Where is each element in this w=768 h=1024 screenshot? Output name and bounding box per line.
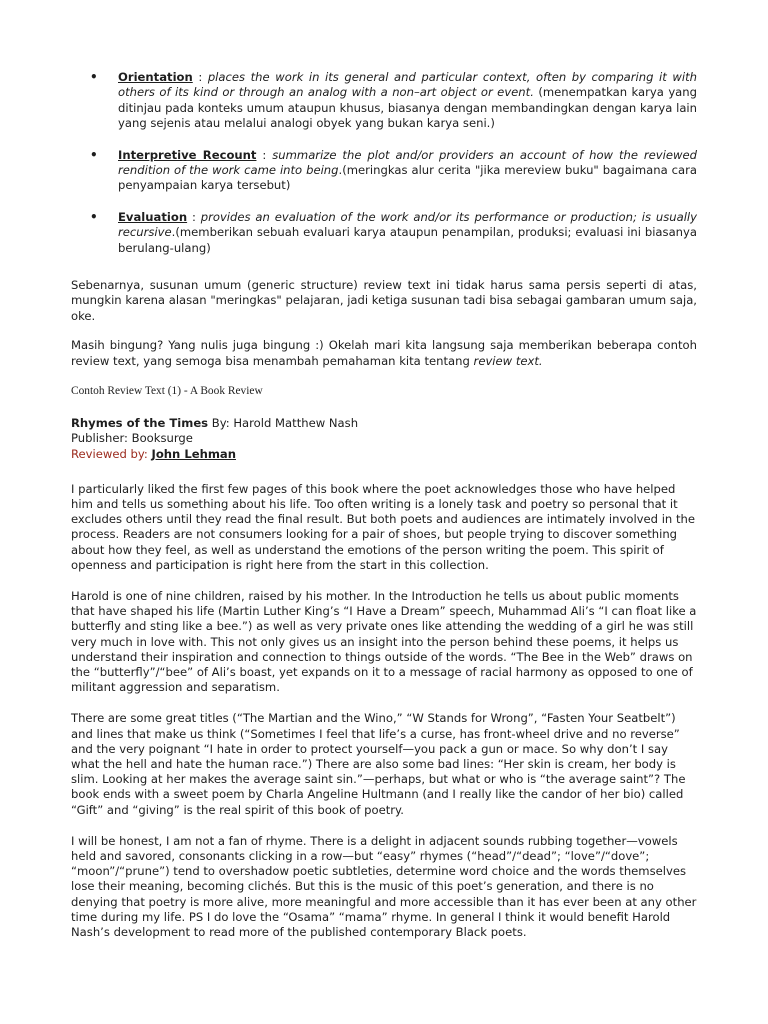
publisher-line: Publisher: Booksurge [71, 431, 193, 446]
translation-orientation: (menempatkan karya yang ditinjau pada konteks umum ataupun khusus, biasanya dengan membandingkan dengan karya lain yang sejenis atau melalui analogi obyek yang bukan karya seni.) [118, 85, 697, 131]
book-author: Harold Matthew Nash [233, 416, 359, 431]
reviewed-by-line [71, 447, 697, 462]
review-paragraph: I will be honest, I am not a fan of rhyme. There is a delight in adjacent sounds rubbing together—vowels held and savored, consonants clicking in a row—but “easy” rhymes (“head”/“dead”; “love”/“dove”; “moon”/“prune”) tend to overshadow poetic subtleties, determine word choice and the words themselves lose their meaning, becoming clichés. But this is the music of this poet’s generation, and there is no denying that poetry is more alive, more meaningful and more accessible than it has ever been at any other time during my life. PS I do love the “Osama” “mama” rhyme. In general I think it would benefit Harold Nash’s development to read more of the published contemporary Black poets. [71, 833, 697, 939]
translation-interpretive-recount: .(meringkas alur cerita "jika mereview buku" bagaimana cara penyampaian karya tersebut) [118, 163, 697, 193]
review-paragraph: I particularly liked the first few pages of this book where the poet acknowledges those who have helped him and tells us something about his life. Too often writing is a lonely task and poetry so personal that it excludes others until they read the final result. But both poets and audiences are intimately involved in the process. Readers are not consumers looking for a pair of shoes, but people trying to discover something about how they feel, as well as understand the emotions of the person writing the poem. This spirit of openness and participation is right here from the start in this collection. [71, 481, 695, 572]
bullet-icon: • [90, 209, 98, 224]
confused-paragraph [71, 338, 697, 369]
bullet-icon: • [90, 147, 98, 162]
bullet-icon: • [90, 70, 98, 84]
review-paragraph: Harold is one of nine children, raised by his mother. In the Introduction he tells us about public moments that have shaped his life (Martin Luther King’s “I Have a Dream” speech, Muhammad Ali’s “I can float like a butterfly and sting like a bee.”) as well as very private ones like attending the wedding of a girl he was still very much in love with. This not only gives us an insight into the person behind these poems, it helps us understand their inspiration and connection to things outside of the words. “The Bee in the Web” draws on the “butterfly”/“bee” of Ali’s boast, yet expands on it to a message of racial harmony as opposed to one of militant aggression and separatism. [71, 588, 697, 695]
term-interpretive-recount: Interpretive Recount [118, 147, 257, 162]
confused-paragraph-emphasis: review text. [473, 353, 543, 368]
generic-structure-list [71, 0, 697, 256]
term-separator: : [256, 147, 273, 162]
reviewed-by-label: Reviewed by: [71, 446, 152, 461]
list-item-interpretive-recount [71, 148, 697, 194]
term-evaluation: Evaluation [118, 209, 188, 224]
term-separator: : [187, 209, 201, 224]
book-title: Rhymes of the Times [71, 416, 209, 431]
book-title-line [71, 416, 697, 431]
term-separator: : [192, 70, 208, 84]
definition-interpretive-recount: summarize the plot and/or providers an account of how the reviewed rendition of the work came into being [118, 147, 697, 178]
term-orientation: Orientation [118, 70, 193, 84]
review-body [71, 482, 697, 940]
example-heading: Contoh Review Text (1) - A Book Review [71, 385, 263, 398]
book-info [71, 416, 697, 462]
definition-evaluation: provides an evaluation of the work and/or its performance or production; is usually recursive [118, 209, 697, 240]
list-item-evaluation [71, 210, 697, 256]
translation-evaluation: .(memberikan sebuah evaluari karya ataupun penampilan, produksi; evaluasi ini biasanya berulang-ulang) [118, 225, 697, 255]
list-item-orientation [71, 70, 697, 132]
reviewer-link[interactable]: John Lehman [151, 446, 237, 461]
definition-orientation: places the work in its general and particular context, often by comparing it with others of its kind or through an analog with a non–art object or event. [118, 70, 697, 100]
confused-paragraph-text: Masih bingung? Yang nulis juga bingung :) Okelah mari kita langsung saja memberikan beberapa contoh review text, yang semoga bisa menambah pemahaman kita tentang [71, 338, 697, 368]
by-label: By: [208, 416, 234, 431]
generic-structure-note: Sebenarnya, susunan umum (generic structure) review text ini tidak harus sama persis seperti di atas, mungkin karena alasan "meringkas" pelajaran, jadi ketiga susunan tadi bisa sebagai gambaran umum saja, oke. [71, 278, 697, 323]
review-paragraph: There are some great titles (“The Martian and the Wino,” “W Stands for Wrong”, “Fasten Your Seatbelt”) and lines that make us think (“Sometimes I feel that life’s a curse, has front-wheel drive and no reverse” and the very poignant “I hate in order to protect yourself—you pack a gun or mace. So why don’t I say what the hell and hate the human race.”) There are also some bad lines: “Her skin is cream, her body is slim. Looking at her makes the average saint sin.”—perhaps, but what or who is “the average saint”? The book ends with a sweet poem by Charla Angeline Hultmann (and I really like the candor of her bio) called “Gift” and “giving” is the real spirit of this book of poetry. [71, 711, 686, 817]
